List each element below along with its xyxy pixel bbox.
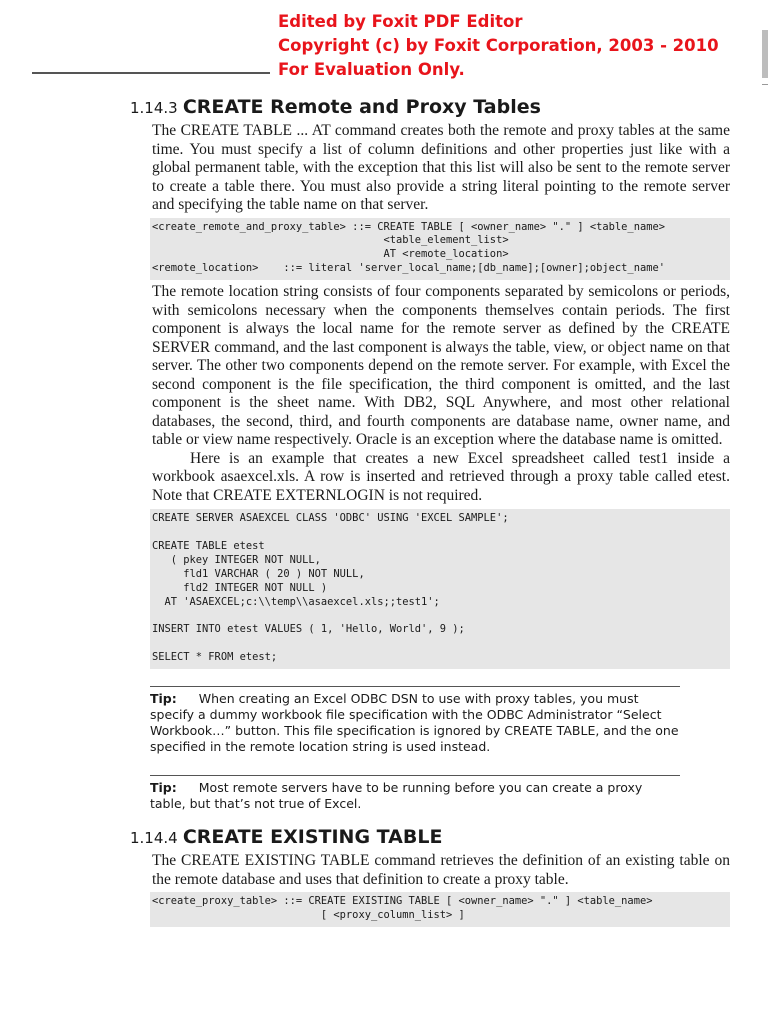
code-block-syntax: <create_proxy_table> ::= CREATE EXISTING TABLE [ <owner_name> "." ] <table_name> [ <proxy_column_list> ] (150, 892, 730, 927)
tip-label: Tip: (150, 691, 177, 707)
page-edge-mark (762, 84, 768, 85)
watermark-line-3: For Evaluation Only. (278, 60, 465, 79)
paragraph: The CREATE EXISTING TABLE command retrieves the definition of an existing table on the remote database and uses that definition to create a proxy table. (152, 852, 730, 888)
section-heading-1-14-3 (130, 96, 730, 118)
code-block-syntax: <create_remote_and_proxy_table> ::= CREATE TABLE [ <owner_name> "." ] <table_name> <table_element_list> AT <remote_location> <remote_location> ::= literal 'server_local_name;[db_name];[owner];object_name' (150, 218, 730, 281)
page-edge-tab (762, 30, 768, 78)
watermark-line-1: Edited by Foxit PDF Editor (278, 12, 523, 31)
section-title: CREATE EXISTING TABLE (182, 826, 443, 849)
tip-text: When creating an Excel ODBC DSN to use with proxy tables, you must specify a dummy workbook file specification with the ODBC Administrator “Select Workbook…” button. This file specification is ignored by CREATE TABLE, and the one specified in the remote location string is used instead. (150, 691, 679, 755)
tip-text: Most remote servers have to be running before you can create a proxy table, but that’s not true of Excel. (150, 780, 643, 812)
foxit-watermark (278, 10, 719, 82)
tip-label: Tip: (150, 780, 177, 796)
paragraph: Here is an example that creates a new Excel spreadsheet called test1 inside a workbook asaexcel.xls. A row is inserted and retrieved through a proxy table called etest. Note that CREATE EXTERNLOGIN is not required. (152, 449, 730, 504)
watermark-line-2: Copyright (c) by Foxit Corporation, 2003 - 2010 (278, 36, 719, 55)
paragraph: The CREATE TABLE ... AT command creates both the remote and proxy tables at the same time. You must specify a list of column definitions and other properties just like with a global permanent table, with the exception that this list will also be sent to the remote server to create a table there. You must also provide a string literal pointing to the remote server and specifying the table name on that server. (152, 122, 730, 213)
section-title: CREATE Remote and Proxy Tables (182, 96, 541, 118)
paragraph: The remote location string consists of four components separated by semicolons or periods, with semicolons necessary when the components themselves contain periods. The first component is always the local name for the remote server as defined by the CREATE SERVER command, and the last component is always the table, view, or object name on that server. The other two components depend on the remote server. For example, with Excel the second component is the file specification, the third component is omitted, and the last component is the sheet name. With DB2, SQL Anywhere, and most other relational databases, the second, third, and fourth components are database name, owner name, and table or view name respectively. Oracle is an exception where the database name is omitted. (152, 283, 730, 449)
section-number: 1.14.3 (130, 99, 178, 117)
tip-box (150, 775, 680, 812)
code-block-example: CREATE SERVER ASAEXCEL CLASS 'ODBC' USING 'EXCEL SAMPLE'; CREATE TABLE etest ( pkey INTEGER NOT NULL, fld1 VARCHAR ( 20 ) NOT NULL, fld2 INTEGER NOT NULL ) AT 'ASAEXCEL;c:\\temp\\asaexcel.xls;;test1'; INSERT INTO etest VALUES ( 1, 'Hello, World', 9 ); SELECT * FROM etest; (150, 509, 730, 669)
header-rule (32, 72, 270, 74)
tip-box (150, 686, 680, 755)
page-content (130, 96, 730, 930)
section-number: 1.14.4 (130, 829, 178, 848)
section-heading-1-14-4 (130, 826, 730, 848)
